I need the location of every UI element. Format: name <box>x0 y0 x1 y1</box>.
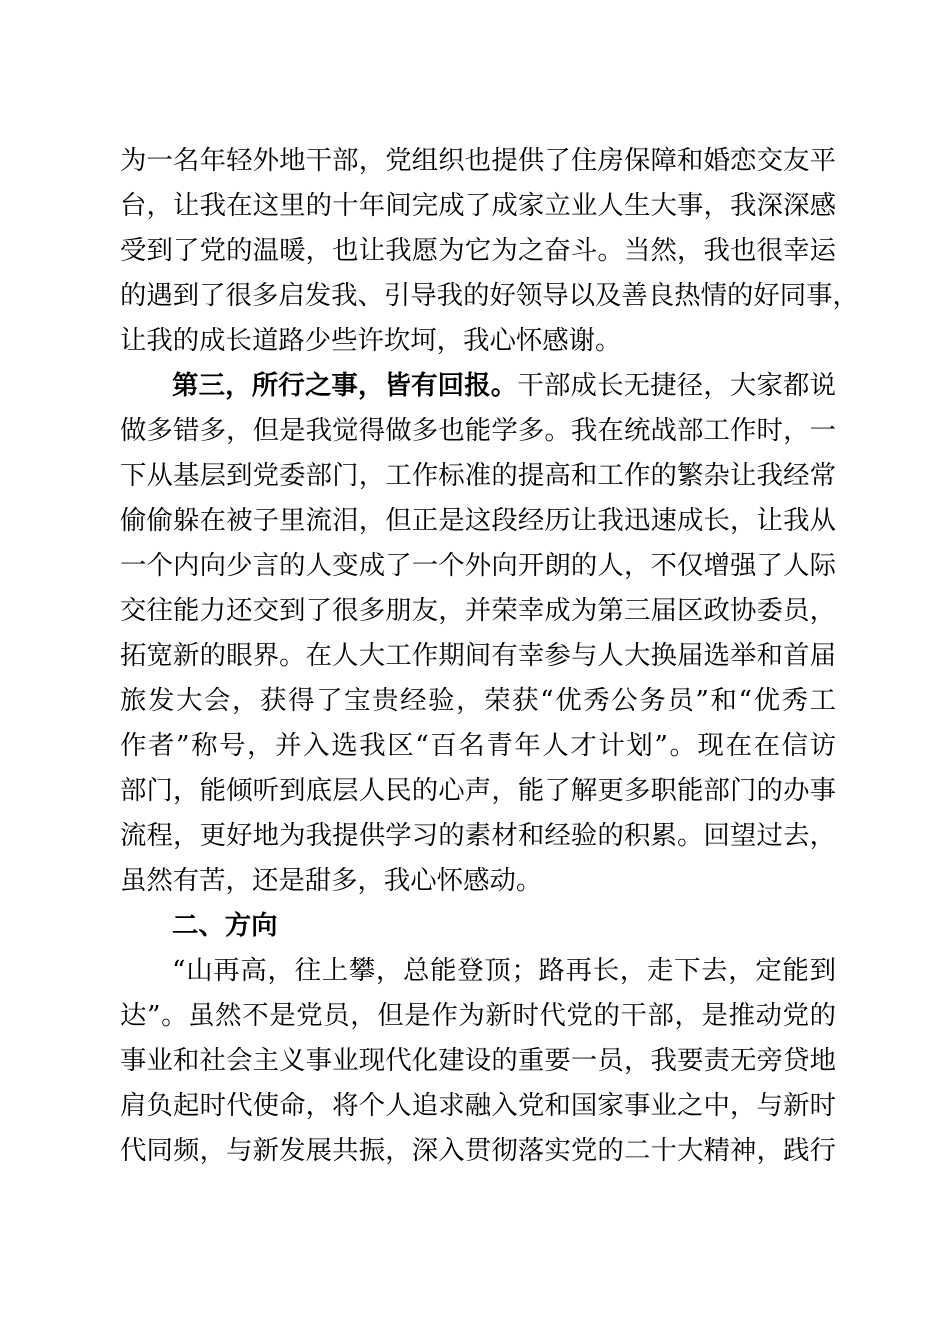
section-heading: 二、方向 <box>172 910 278 941</box>
paragraph-1-line-5: 让我的成长道路少些许坎坷，我心怀感谢。 <box>120 325 622 356</box>
paragraph-2-line-7: 拓宽新的眼界。在人大工作期间有幸参与人大换届选举和首届 <box>120 640 836 671</box>
paragraph-3-line-2: 达”。虽然不是党员，但是作为新时代党的干部，是推动党的 <box>120 1000 836 1031</box>
paragraph-2-line-8: 旅发大会，获得了宝贵经验，荣获“优秀公务员”和“优秀工 <box>120 685 836 716</box>
paragraph-2-line-5: 一个内向少言的人变成了一个外向开朗的人，不仅增强了人际 <box>120 550 836 581</box>
paragraph-1-line-2: 台，让我在这里的十年间完成了成家立业人生大事，我深深感 <box>120 190 836 221</box>
paragraph-2-line-1 <box>172 366 836 406</box>
paragraph-2-line-1-rest: 干部成长无捷径，大家都说 <box>517 370 837 401</box>
paragraph-3-line-4: 肩负起时代使命，将个人追求融入党和国家事业之中，与新时 <box>120 1090 836 1121</box>
paragraph-2-line-6: 交往能力还交到了很多朋友，并荣幸成为第三届区政协委员， <box>120 595 836 626</box>
paragraph-1-line-1: 为一名年轻外地干部，党组织也提供了住房保障和婚恋交友平 <box>120 145 836 176</box>
paragraph-3-line-3: 事业和社会主义事业现代化建设的重要一员，我要责无旁贷地 <box>120 1045 836 1076</box>
paragraph-2-line-9: 作者”称号，并入选我区“百名青年人才计划”。现在在信访 <box>120 730 836 761</box>
paragraph-2-line-10: 部门，能倾听到底层人民的心声，能了解更多职能部门的办事 <box>120 775 836 806</box>
paragraph-2-line-3: 下从基层到党委部门，工作标准的提高和工作的繁杂让我经常 <box>120 460 836 491</box>
paragraph-1-line-4: 的遇到了很多启发我、引导我的好领导以及善良热情的好同事， <box>120 280 859 311</box>
paragraph-2-line-2: 做多错多，但是我觉得做多也能学多。我在统战部工作时，一 <box>120 415 836 446</box>
paragraph-2-line-4: 偷偷躲在被子里流泪，但正是这段经历让我迅速成长，让我从 <box>120 505 836 536</box>
paragraph-3-line-1: “山再高，往上攀，总能登顶；路再长，走下去，定能到 <box>172 955 836 986</box>
paragraph-1-line-3: 受到了党的温暖，也让我愿为它为之奋斗。当然，我也很幸运 <box>120 235 836 266</box>
paragraph-2-lead: 第三，所行之事，皆有回报。 <box>172 370 518 401</box>
paragraph-3-line-5: 代同频，与新发展共振，深入贯彻落实党的二十大精神，践行 <box>120 1135 836 1166</box>
paragraph-2-line-12: 虽然有苦，还是甜多，我心怀感动。 <box>120 865 543 896</box>
paragraph-2-line-11: 流程，更好地为我提供学习的素材和经验的积累。回望过去， <box>120 820 836 851</box>
